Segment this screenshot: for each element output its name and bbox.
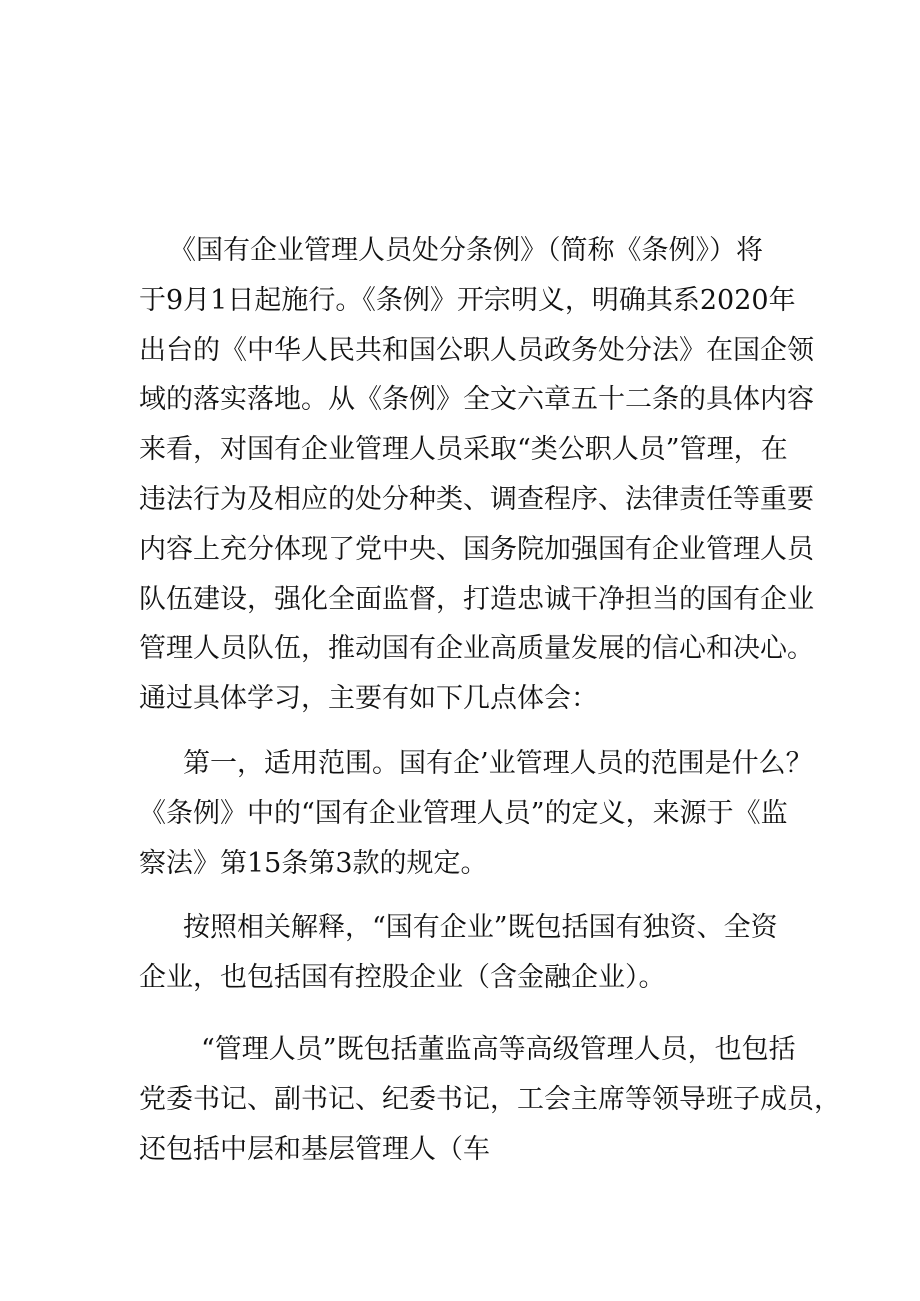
paragraph-scope — [139, 739, 813, 888]
paragraph-intro — [139, 226, 814, 724]
text-line: 第一，适用范围。国有企’业管理人员的范围是什么？ — [183, 747, 813, 779]
text-line: 通过具体学习，主要有如下几点体会： — [139, 683, 598, 715]
text-line: 来看，对国有企业管理人员采取“类公职人员”管理，在 — [139, 434, 788, 466]
text-line: 违法行为及相应的处分种类、调查程序、法律责任等重要 — [139, 483, 814, 515]
text-line: 企业，也包括国有控股企业（含金融企业）。 — [139, 962, 666, 994]
text-line: 管理人员队伍，推动国有企业高质量发展的信心和决心。 — [139, 633, 814, 665]
document-body — [139, 226, 841, 1174]
text-line: 按照相关解释，“国有企业”既包括国有独资、全资 — [183, 912, 778, 944]
text-line: 察法》第15条第3款的规定。 — [139, 847, 488, 879]
text-line: 《国有企业管理人员处分条例》（简称《条例》）将 — [169, 235, 763, 266]
text-line: 域的落实落地。从《条例》全文六章五十二条的具体内容 — [139, 384, 814, 416]
text-line: 党委书记、副书记、纪委书记，工会主席等领导班子成员， — [139, 1083, 841, 1115]
text-line: 队伍建设，强化全面监督，打造忠诚干净担当的国有企业 — [139, 583, 814, 615]
text-line: 《条例》中的“国有企业管理人员”的定义，来源于《监 — [139, 797, 788, 829]
text-line: 还包括中层和基层管理人（车 — [139, 1133, 490, 1165]
paragraph-enterprise-definition — [139, 903, 789, 1003]
text-line: 于9月1日起施行。《条例》开宗明义，明确其系2020年 — [139, 284, 796, 316]
text-line: “管理人员”既包括董监高等高级管理人员，也包括 — [201, 1033, 796, 1065]
text-line: 内容上充分体现了党中央、国务院加强国有企业管理人员 — [139, 533, 814, 565]
paragraph-personnel-definition — [139, 1025, 841, 1174]
text-line: 出台的《中华人民共和国公职人员政务处分法》在国企领 — [139, 334, 814, 366]
